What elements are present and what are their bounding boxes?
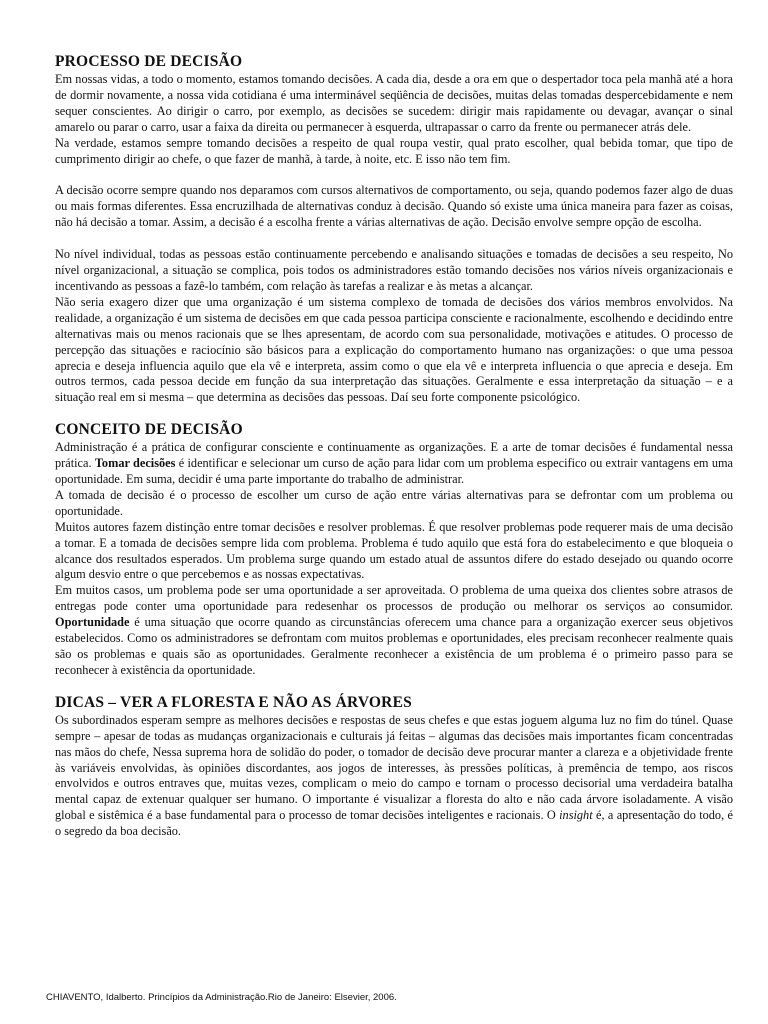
paragraph: Muitos autores fazem distinção entre tomar decisões e resolver problemas. É que resolver problemas pode requerer mais de uma decisão a tomar. E a tomada de decisões sempre lida com problema. Problema é tudo aquilo que está fora do estabelecimento e que bloqueia o alcance dos resultados esperados. Um problema surge quando um estado atual de assuntos difere do estado desejado ou quando ocorre algum desvio entre o que percebemos e as nossas expectativas. bbox=[55, 519, 733, 582]
text-run: Em muitos casos, um problema pode ser uma oportunidade a ser aproveitada. O problema de uma queixa dos clientes sobre atrasos de entregas pode conter uma oportunidade para redesenhar os processos de produção ou melhorar os serviços ao consumidor. bbox=[55, 583, 733, 614]
spacer bbox=[55, 406, 733, 420]
paragraph: Em nossas vidas, a todo o momento, estamos tomando decisões. A cada dia, desde a ora em que o despertador toca pela manhã até a hora de dormir novamente, a nossa vida cotidiana é uma interminável seqüência de decisões, muitas delas tomadas despercebidamente e nem sequer conscientes. Ao dirigir o carro, por exemplo, as decisões se sucedem: dirigir mais rapidamente ou devagar, avançar o sinal amarelo ou parar o carro, usar a faixa da direita ou permanecer à esquerda, ultrapassar o carro da frente ou permanecer atrás dele. bbox=[55, 72, 733, 134]
bold-term: Tomar decisões bbox=[94, 456, 176, 471]
text-run: Administração é a prática de configurar consciente e continuamente as organizações. E a arte de tomar decisões é fundamental nessa prática. bbox=[55, 440, 733, 471]
text-run: é uma situação que ocorre quando as circunstâncias oferecem uma chance para a organização exercer seus objetivos estabelecidos. Como os administradores se defrontam com muitos problemas e oportunidades, eles precisam reconhecer realmente quais são os problemas e quais são as oportunidades. Geralmente reconhecer a existência de um problema é o primeiro passo para se reconhecer à existência da oportunidade. bbox=[55, 615, 733, 677]
paragraph: A decisão ocorre sempre quando nos deparamos com cursos alternativos de comportamento, ou seja, quando podemos fazer algo de duas ou mais formas diferentes. Essa encruzilhada de alternativas conduz à decisão. Quando só existe uma única maneira para fazer as coisas, não há decisão a tomar. Assim, a decisão é a escolha frente a várias alternativas de ação. Decisão envolve sempre opção de escolha. bbox=[55, 183, 733, 230]
text-run: Os subordinados esperam sempre as melhores decisões e respostas de seus chefes e que estas joguem alguma luz no fim do túnel. Quase sempre – apesar de todas as mudanças organizacionais e culturais já feitas – algumas das decisões mais importantes ficam concentradas nas mãos do chefe, Nessa suprema hora de solidão do poder, o tomador de decisão deve procurar manter a clareza e a objetividade frente às variáveis envolvidas, às opiniões discordantes, aos jogos de interesses, às pressões políticas, à premência de tempo, aos riscos envolvidos e outros entraves que, muitas vezes, complicam o meio do campo e tornam o processo decisorial uma verdadeira batalha mental capaz de extenuar qualquer ser humano. O importante é visualizar a floresta do alto e não cada árvore isoladamente. A visão global e sistêmica é a base fundamental para o processo de tomar decisões inteligentes e racionais. O bbox=[55, 712, 733, 823]
italic-term: insight bbox=[559, 808, 593, 823]
section-title-conceito: CONCEITO DE DECISÃO bbox=[55, 421, 243, 439]
footer-citation: CHIAVENTO, Idalberto. Princípios da Administração.Rio de Janeiro: Elsevier, 2006. bbox=[46, 992, 397, 1003]
paragraph: No nível individual, todas as pessoas estão continuamente percebendo e analisando situações e tomadas de decisões a seu respeito, No nível organizacional, a situação se complica, pois todos os administradores estão tomando decisões nos vários níveis organizacionais e incentivando as pessoas a fazê-lo também, com relação às tarefas a realizar e às metas a alcançar. bbox=[55, 247, 733, 293]
paragraph: A tomada de decisão é o processo de escolher um curso de ação entre várias alternativas para se defrontar com um problema ou oportunidade. bbox=[55, 487, 733, 518]
spacer bbox=[55, 167, 733, 183]
bold-term: Oportunidade bbox=[55, 615, 130, 630]
section-title-dicas: DICAS – VER A FLORESTA E NÃO AS ÁRVORES bbox=[55, 693, 412, 711]
spacer bbox=[55, 679, 733, 693]
paragraph: Não seria exagero dizer que uma organização é um sistema complexo de tomada de decisões dos vários membros envolvidos. Na realidade, a organização é um sistema de decisões em que cada pessoa participa consciente e racionalmente, escolhendo e decidindo entre alternativas mais ou menos racionais que se lhes apresentam, de acordo com sua personalidade, motivações e atitudes. O processo de percepção das situações e raciocínio são básicos para a explicação do comportamento humano nas organizações: o que uma pessoa aprecia e deseja influencia aquilo que ela vê e interpreta, assim como o que ela vê e interpreta influencia o que aprecia e deseja. Em outros termos, cada pessoa decide em função da sua interpretação das situações. Geralmente e essa interpretação da situação – e a situação real em si mesma – que determina as decisões das pessoas. Daí seu forte componente psicológico. bbox=[55, 294, 733, 405]
paragraph bbox=[55, 713, 733, 840]
paragraph bbox=[55, 440, 733, 488]
paragraph: Na verdade, estamos sempre tomando decisões a respeito de qual roupa vestir, qual prato escolher, qual bebida tomar, que tipo de cumprimento dirigir ao chefe, o que fazer de manhã, à tarde, à noite, etc. E isso não tem fim. bbox=[55, 135, 733, 166]
document-body bbox=[55, 52, 733, 840]
spacer bbox=[55, 231, 733, 247]
text-run: é, a apresentação do todo, é o segredo da boa decisão. bbox=[55, 808, 733, 839]
paragraph bbox=[55, 583, 733, 678]
text-run: é identificar e selecionar um curso de ação para lidar com um problema especifico ou extrair vantagens em uma oportunidade. Em suma, decidir é uma parte importante do trabalho de administrar. bbox=[55, 456, 733, 487]
section-title-processo: PROCESSO DE DECISÃO bbox=[55, 53, 243, 70]
